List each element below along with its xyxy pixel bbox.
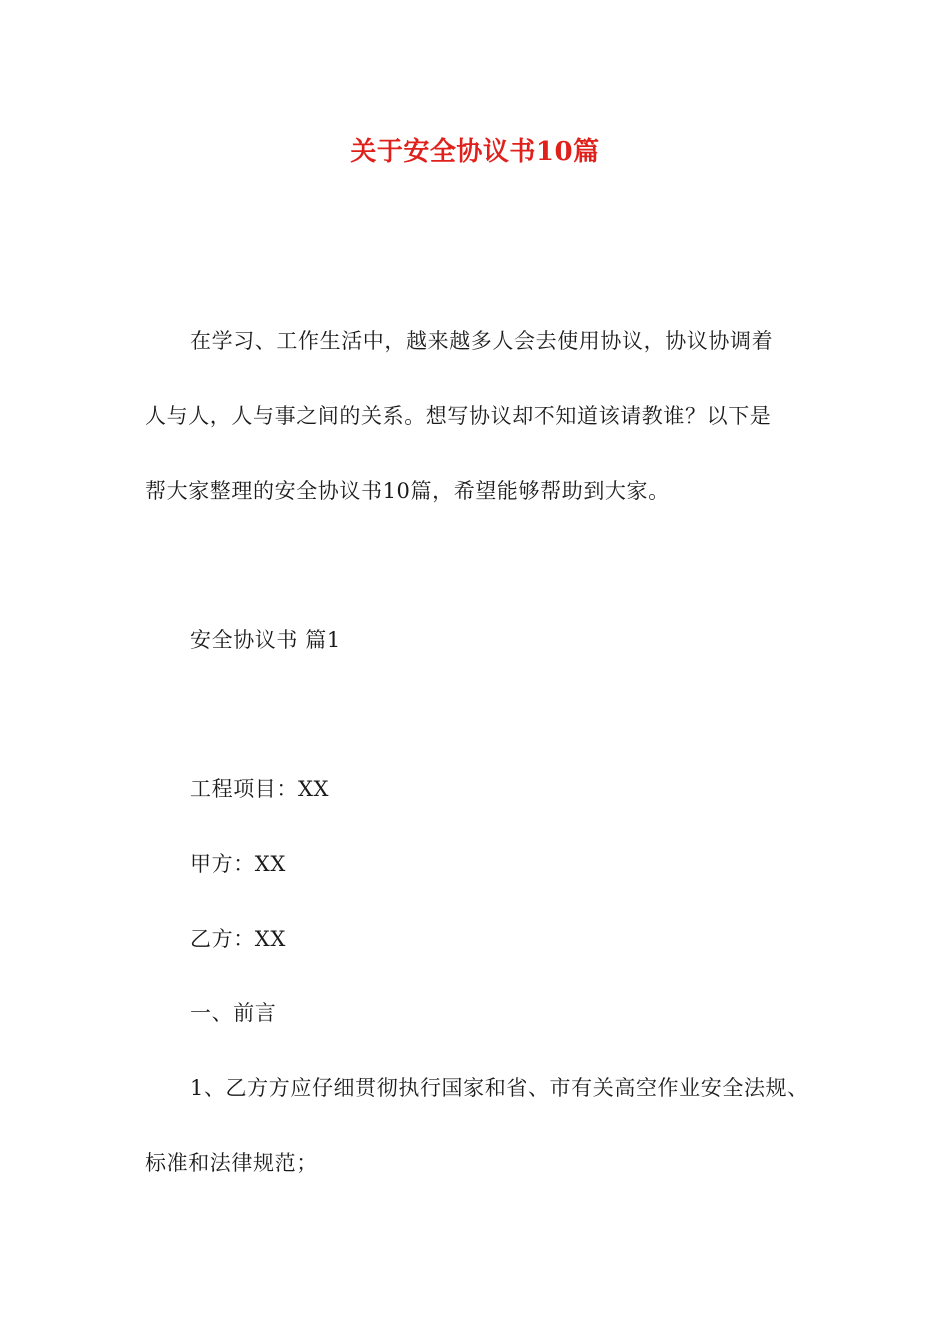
party-a-field: 甲方：XX bbox=[190, 852, 286, 876]
clause-1-line-1: 1、乙方方应仔细贯彻执行国家和省、市有关高空作业安全法规、 bbox=[190, 1076, 809, 1100]
intro-line-2: 人与人，人与事之间的关系。想写协议却不知道该请教谁？以下是 bbox=[145, 404, 772, 428]
section-heading: 安全协议书 篇1 bbox=[190, 628, 341, 652]
project-field: 工程项目：XX bbox=[190, 777, 330, 801]
party-b-field: 乙方：XX bbox=[190, 927, 286, 951]
clause-1-line-2: 标准和法律规范； bbox=[145, 1151, 318, 1175]
document-title: 关于安全协议书10篇 bbox=[350, 137, 600, 167]
intro-line-1: 在学习、工作生活中，越来越多人会去使用协议，协议协调着 bbox=[190, 329, 774, 353]
intro-line-3: 帮大家整理的安全协议书10篇，希望能够帮助到大家。 bbox=[145, 479, 670, 503]
clause-heading: 一、前言 bbox=[190, 1001, 277, 1025]
